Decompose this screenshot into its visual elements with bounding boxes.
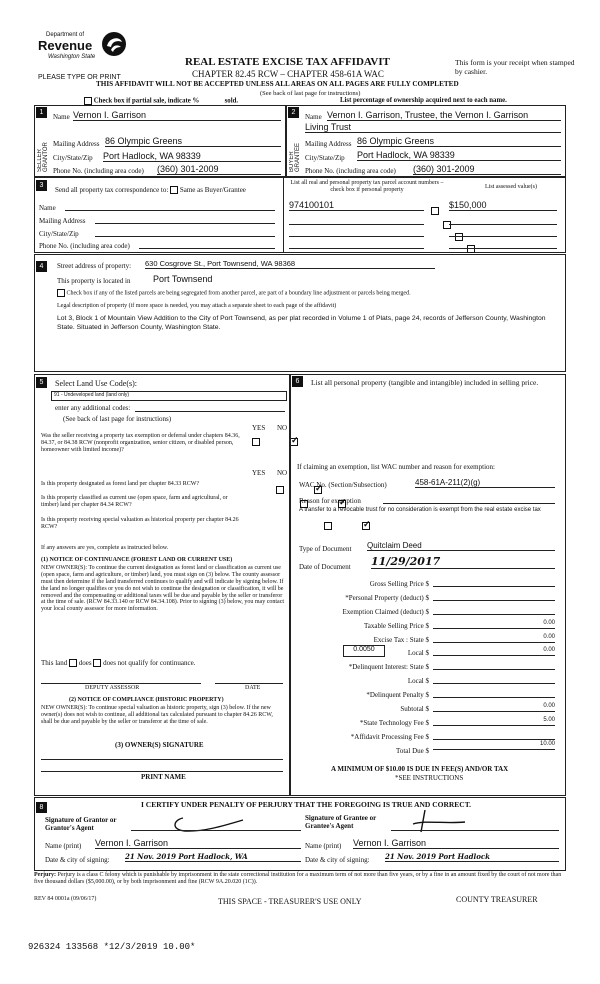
buyer-address-label: Mailing Address xyxy=(305,140,352,148)
seller-phone-field[interactable]: (360) 301-2009 xyxy=(157,164,281,175)
buyer-name-field[interactable]: Vernon I. Garrison, Trustee, the Vernon I. Garrison xyxy=(327,110,561,121)
wac-field[interactable]: 458-61A-211(2)(g) xyxy=(415,478,555,488)
subtotal-field[interactable]: 0.00 xyxy=(433,703,555,712)
total-due-label: Total Due $ xyxy=(396,747,429,755)
reason-label: Reason for exemption xyxy=(299,497,361,505)
buyer-name-field-2[interactable]: Living Trust xyxy=(305,122,561,133)
taxable-selling-field[interactable]: 0.00 xyxy=(433,620,555,629)
parcel-number-field-2[interactable] xyxy=(289,214,424,225)
partial-sale-row xyxy=(84,97,238,105)
corr-address-label: Mailing Address xyxy=(39,217,86,225)
street-label: Street address of property: xyxy=(57,262,132,270)
reason-field[interactable]: A transfer to a revocable trust for no consideration is exempt from the real estate excise tax xyxy=(299,507,541,513)
does-not-checkbox[interactable] xyxy=(93,659,101,667)
section-number-5: 5 xyxy=(36,377,47,388)
perjury-note xyxy=(34,872,564,886)
buyer-phone-label: Phone No. (including area code) xyxy=(305,167,396,175)
exemption-claim-label: If claiming an exemption, list WAC number and reason for exemption: xyxy=(297,463,495,471)
seller-side-label: SELLER GRANTOR xyxy=(37,142,49,172)
notice-compliance-text: NEW OWNER(S): To continue special valuation as historic property, sign (3) below. If the new owner(s) does not wish to continue, all additional tax calculated pursuant to chapter 84.26 RCW, shall be due and payable by the seller or transferor at the time of sale. xyxy=(41,705,273,725)
notice-continuance-title: (1) NOTICE OF CONTINUANCE (FOREST LAND OR CURRENT USE) xyxy=(41,557,233,563)
if-yes-note: If any answers are yes, complete as instructed below. xyxy=(41,545,169,551)
personal-property-deduct-field[interactable] xyxy=(433,592,555,601)
q-forest: Is this property designated as forest land per chapter 84.33 RCW? xyxy=(41,481,200,487)
corr-address-field[interactable] xyxy=(95,215,275,224)
buyer-city-field[interactable]: Port Hadlock, WA 98339 xyxy=(357,150,561,161)
swirl-logo-icon xyxy=(100,30,128,58)
q-exemption-yes-checkbox[interactable] xyxy=(252,438,260,446)
notice-compliance-title: (2) NOTICE OF COMPLIANCE (HISTORIC PROPERTY) xyxy=(69,697,224,703)
doc-date-field[interactable]: 11/29/2017 xyxy=(371,555,555,569)
street-field[interactable]: 630 Cosgrove St., Port Townsend, WA 98368 xyxy=(145,259,435,269)
seller-city-label: City/State/Zip xyxy=(53,154,93,162)
notice-continuance-text: NEW OWNER(S): To continue the current designation as forest land or classification as current use (open space, farm and agriculture, or timber) land, you must sign on (3) below. The county assessor must then determine if the land transferred continues to qualify and will indicate by signing below. If the land no longer qualifies or you do not wish to continue the designation or classification, it will be removed and the compensating or additional taxes will be due and payable by the seller or transferor at the time of sale. (RCW 84.33.140 or RCW 84.34.108). Prior to signing (3) below, you may contact your local county assessor for more information. xyxy=(41,565,285,613)
deputy-date-label: DATE xyxy=(245,685,261,691)
exemption-claimed-field[interactable] xyxy=(433,606,555,615)
deputy-assessor-label: DEPUTY ASSESSOR xyxy=(85,685,140,691)
located-label: This property is located in xyxy=(57,277,131,285)
see-back-note: (See back of last page for instructions) xyxy=(260,90,361,97)
excise-local-field[interactable]: 0.00 xyxy=(433,647,555,656)
assessed-header: List assessed value(s) xyxy=(485,184,537,190)
excise-state-label: Excise Tax : State $ xyxy=(373,636,429,644)
deputy-signature-line[interactable] xyxy=(41,675,201,684)
grantor-name-field[interactable]: Vernon I. Garrison xyxy=(95,838,301,849)
delinquent-penalty-label: *Delinquent Penalty $ xyxy=(366,691,429,699)
delinquent-interest-local-label: Local $ xyxy=(407,677,429,685)
assessed-value-field-4[interactable] xyxy=(449,238,557,249)
form-warning: THIS AFFIDAVIT WILL NOT BE ACCEPTED UNLESS ALL AREAS ON ALL PAGES ARE FULLY COMPLETED xyxy=(96,80,459,88)
grantee-date-field[interactable]: 21 Nov. 2019 Port Hadlock xyxy=(385,852,559,862)
exemption-claimed-label: Exemption Claimed (deduct) $ xyxy=(342,608,429,616)
grantor-signature[interactable] xyxy=(163,810,283,836)
yes-header-2: YES xyxy=(252,469,266,477)
q-current-use: Is this property classified as current use (open space, farm and agricultural, or timber) land per chapter 84.34 RCW? xyxy=(41,495,228,508)
corr-name-field[interactable] xyxy=(65,202,275,211)
no-header-2: NO xyxy=(277,469,288,477)
section-number-8: 8 xyxy=(36,802,47,813)
this-land-label: This land xyxy=(41,659,68,667)
certify-statement: I CERTIFY UNDER PENALTY OF PERJURY THAT THE FOREGOING IS TRUE AND CORRECT. xyxy=(141,800,472,809)
doc-type-field[interactable]: Quitclaim Deed xyxy=(367,541,555,551)
partial-sale-checkbox[interactable] xyxy=(84,97,92,105)
reason-line xyxy=(383,497,555,504)
personal-property-deduct-label: *Personal Property (deduct) $ xyxy=(345,594,429,602)
qualify-row xyxy=(41,659,195,667)
seller-name-label: Name xyxy=(53,113,70,121)
grantee-date-label: Date & city of signing: xyxy=(305,856,370,864)
legal-label: Legal description of property (if more space is needed, you may attach a separate sheet to each page of the affidavit) xyxy=(57,303,337,309)
perjury-label: Perjury: xyxy=(34,872,56,878)
yes-header-1: YES xyxy=(252,424,266,432)
land-use-section xyxy=(34,374,290,796)
assessed-value-field[interactable]: $150,000 xyxy=(449,200,557,211)
please-type: PLEASE TYPE OR PRINT xyxy=(38,74,121,81)
subtotal-label: Subtotal $ xyxy=(400,705,429,713)
corr-phone-field[interactable] xyxy=(139,240,275,249)
additional-codes-field[interactable] xyxy=(135,405,285,412)
tech-fee-field[interactable]: 5.00 xyxy=(433,717,555,726)
assessed-value-field-2[interactable] xyxy=(449,214,557,225)
grantor-name-label: Name (print) xyxy=(45,842,82,850)
dor-logo xyxy=(38,30,133,70)
legal-description[interactable]: Lot 3, Block 1 of Mountain View Addition to the City of Port Townsend, as per plat recorded in Volume 1 of Plats, page 24, records of Jefferson County, Washington State. Situated in Jefferson County, Washington State. xyxy=(57,315,546,331)
gross-selling-field[interactable] xyxy=(433,578,555,587)
same-as-buyer-checkbox[interactable] xyxy=(170,186,178,194)
personal-property-checkbox-1[interactable] xyxy=(431,207,439,215)
grantor-signature-line[interactable] xyxy=(131,824,301,831)
logo-state: Washington State xyxy=(48,54,96,60)
delinquent-penalty-field[interactable] xyxy=(433,689,555,698)
delinquent-interest-local-field[interactable] xyxy=(433,675,555,684)
wac-label: WAC No. (Section/Subsection) xyxy=(299,481,387,489)
deputy-date-line[interactable] xyxy=(215,675,283,684)
exemption-section xyxy=(290,374,566,796)
additional-codes-label: enter any additional codes: xyxy=(55,404,131,412)
section-number-3: 3 xyxy=(36,180,47,191)
owner-signature-line[interactable] xyxy=(41,753,283,760)
form-title: REAL ESTATE EXCISE TAX AFFIDAVIT xyxy=(185,56,390,68)
buyer-section xyxy=(286,105,566,177)
grantee-name-field[interactable]: Vernon I. Garrison xyxy=(353,838,559,849)
property-section xyxy=(34,254,566,372)
grantee-signature-line[interactable] xyxy=(391,824,559,831)
see-instructions-note: *SEE INSTRUCTIONS xyxy=(395,774,464,782)
tech-fee-label: *State Technology Fee $ xyxy=(359,719,429,727)
doc-type-label: Type of Document xyxy=(299,545,352,553)
does-label: does xyxy=(78,659,92,667)
seller-name-field[interactable]: Vernon I. Garrison xyxy=(73,110,281,121)
rev-number: REV 84 0001a (09/06/17) xyxy=(34,896,97,902)
corr-name-label: Name xyxy=(39,204,56,212)
perjury-text: Perjury is a class C felony which is punishable by imprisonment in the state correctional institution for a maximum term of not more than five years, or by a fine in an amount fixed by the court of not more than five thousand dollars ($5,000.00), or by both imprisonment and fine (RCW 9A.20.020 (1C)). xyxy=(34,872,562,885)
buyer-side-label: BUYER GRANTEE xyxy=(289,142,301,172)
section-number-4: 4 xyxy=(36,261,47,272)
grantor-date-field[interactable]: 21 Nov. 2019 Port Hadlock, WA xyxy=(125,852,301,862)
treasurer-space: THIS SPACE - TREASURER'S USE ONLY xyxy=(218,897,362,906)
print-name-label: PRINT NAME xyxy=(141,773,186,781)
located-field[interactable]: Port Townsend xyxy=(153,274,213,284)
segregated-row xyxy=(57,289,557,297)
local-rate-box[interactable]: 0.0050 xyxy=(343,645,385,657)
assessed-value-field-3[interactable] xyxy=(449,226,557,237)
print-name-line[interactable] xyxy=(41,765,283,772)
total-due-field[interactable]: 10.00 xyxy=(433,741,555,750)
corr-city-field[interactable] xyxy=(95,228,275,237)
doc-date-label: Date of Document xyxy=(299,563,351,571)
excise-local-label: Local $ xyxy=(407,649,429,657)
grantor-date-label: Date & city of signing: xyxy=(45,856,110,864)
seller-phone-label: Phone No. (including area code) xyxy=(53,167,144,175)
land-use-select[interactable]: 91 - Undeveloped land (land only) xyxy=(51,391,287,401)
certification-section xyxy=(34,797,566,871)
logo-revenue: Revenue xyxy=(38,38,93,53)
grantee-signature[interactable] xyxy=(395,806,495,836)
parcel-number-field[interactable]: 974100101 xyxy=(289,200,424,211)
grantee-signature-label: Signature of Grantee or Grantee's Agent xyxy=(305,814,377,831)
no-header-1: NO xyxy=(277,424,288,432)
corr-phone-label: Phone No. (including area code) xyxy=(39,242,130,250)
seller-section xyxy=(34,105,286,177)
q-historic: Is this property receiving special valuation as historical property per chapter 84.26 RCW? xyxy=(41,517,239,530)
land-use-label: Select Land Use Code(s): xyxy=(55,379,137,388)
partial-sale-label: Check box if partial sale, indicate % xyxy=(93,97,200,105)
logo-dept-line: Department of xyxy=(46,32,85,38)
does-checkbox[interactable] xyxy=(69,659,77,667)
seller-city-field[interactable]: Port Hadlock, WA 98339 xyxy=(103,151,281,162)
personal-property-label: List all personal property (tangible and intangible) included in selling price. xyxy=(311,378,539,387)
delinquent-interest-state-field[interactable] xyxy=(433,661,555,670)
parcel-number-field-4[interactable] xyxy=(289,238,424,249)
buyer-city-label: City/State/Zip xyxy=(305,154,345,162)
buyer-name-label: Name xyxy=(305,113,322,121)
owner-signature-label: (3) OWNER(S) SIGNATURE xyxy=(115,741,204,749)
parcel-header: List all real and personal property tax parcel account numbers – check box if personal property xyxy=(290,180,444,193)
does-not-label: does not qualify for continuance. xyxy=(103,659,196,667)
same-as-buyer-label: Same as Buyer/Grantee xyxy=(179,186,246,194)
segregated-label: Check box if any of the listed parcels are being segregated from another parcel, are part of a boundary line adjustment or parcels being merged. xyxy=(66,290,411,297)
affidavit-fee-field[interactable] xyxy=(433,731,555,740)
seller-address-label: Mailing Address xyxy=(53,140,100,148)
correspondence-section xyxy=(34,177,566,253)
segregated-checkbox[interactable] xyxy=(57,289,65,297)
county-treasurer: COUNTY TREASURER xyxy=(456,895,538,904)
buyer-address-field[interactable]: 86 Olympic Greens xyxy=(357,136,561,147)
sold-label: sold. xyxy=(224,97,239,105)
gross-selling-label: Gross Selling Price $ xyxy=(369,580,429,588)
delinquent-interest-state-label: *Delinquent Interest: State $ xyxy=(348,663,429,671)
excise-state-field[interactable]: 0.00 xyxy=(433,634,555,643)
cashier-stamp: 926324 133568 *12/3/2019 10.00* xyxy=(28,942,196,952)
corr-city-label: City/State/Zip xyxy=(39,230,79,238)
q-exemption: Was the seller receiving a property tax exemption or deferral under chapters 84.36, 84.37, or 84.38 RCW (nonprofit organization, senior citizen, or disabled person, homeowner with limited income)? xyxy=(41,433,240,453)
see-back-5: (See back of last page for instructions) xyxy=(63,415,172,423)
parcel-number-field-3[interactable] xyxy=(289,226,424,237)
ownership-note: List percentage of ownership acquired next to each name. xyxy=(340,97,507,104)
section-number-2: 2 xyxy=(288,107,299,118)
send-to-row xyxy=(55,186,246,194)
affidavit-fee-label: *Affidavit Processing Fee $ xyxy=(350,733,429,741)
taxable-selling-label: Taxable Selling Price $ xyxy=(363,622,429,630)
grantor-signature-label: Signature of Grantor or Grantor's Agent xyxy=(45,816,117,833)
receipt-note: This form is your receipt when stamped by cashier. xyxy=(455,58,575,77)
buyer-phone-field[interactable]: (360) 301-2009 xyxy=(413,164,561,175)
grantee-name-label: Name (print) xyxy=(305,842,342,850)
minimum-due-note: A MINIMUM OF $10.00 IS DUE IN FEE(S) AND/OR TAX xyxy=(331,765,509,773)
form-subtitle: CHAPTER 82.45 RCW – CHAPTER 458-61A WAC xyxy=(192,69,384,79)
send-to-label: Send all property tax correspondence to: xyxy=(55,186,169,194)
seller-address-field[interactable]: 86 Olympic Greens xyxy=(105,136,281,147)
section-number-6: 6 xyxy=(292,376,303,387)
q-forest-yes-checkbox[interactable] xyxy=(276,486,284,494)
section-number-1: 1 xyxy=(36,107,47,118)
